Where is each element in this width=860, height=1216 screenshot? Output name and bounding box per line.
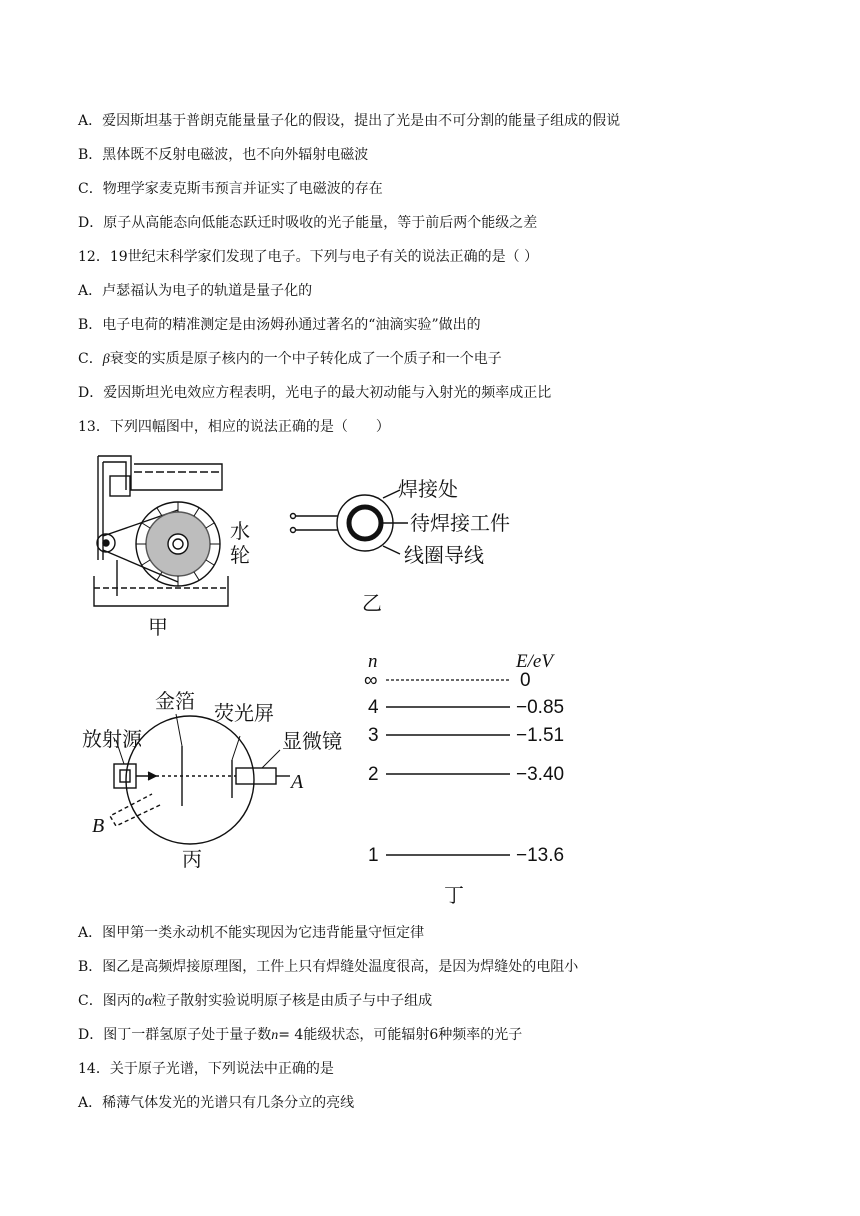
q13-option-c [78,992,432,1011]
level-e-2: −3.40 [516,764,565,785]
alpha-symbol: α [144,994,153,1009]
q13-option-d-mid: 能级状态，可能辐射 [303,1027,430,1043]
figure-yi-label-coil: 线圈导线 [404,543,484,567]
figure-yi [291,490,409,554]
level-e-4: −0.85 [516,697,565,718]
figure-bing-caption: 丙 [182,847,202,871]
q14-option-a: A．稀薄气体发光的光谱只有几条分立的亮线 [78,1095,355,1111]
level-n-2: 2 [368,764,379,785]
level-n-1: 1 [368,845,379,866]
level-e-inf: 0 [520,670,531,691]
level-n-header: n [368,651,378,672]
q12-stem: 12．19世纪末科学家们发现了电子。下列与电子有关的说法正确的是（ ） [78,249,539,265]
q12-option-c-prefix: C． [78,351,103,367]
photon-count: 6 [429,1027,439,1043]
q11-option-c: C．物理学家麦克斯韦预言并证实了电磁波的存在 [78,181,383,197]
q13-option-d-prefix: D．图丁一群氢原子处于量子数 [78,1027,272,1043]
level-n-3: 3 [368,725,379,746]
figure-ding-caption: 丁 [444,883,464,907]
q13-option-a: A．图甲第一类永动机不能实现因为它违背能量守恒定律 [78,925,425,941]
figure-bing-label-screen: 荧光屏 [214,701,274,725]
level-n-inf: ∞ [364,670,378,691]
q13-option-d-suffix: 种频率的光子 [438,1027,523,1043]
figure-jia [94,456,228,606]
figure-ding [364,651,564,907]
q13-option-d [78,1026,522,1045]
q13-option-c-prefix: C．图丙的 [78,993,145,1009]
figure-jia-caption: 甲 [148,615,168,639]
figure-yi-caption: 乙 [362,591,382,615]
q13-stem: 13．下列四幅图中，相应的说法正确的是（ ） [78,419,390,435]
level-e-header: E/eV [516,651,553,672]
q12-option-a: A．卢瑟福认为电子的轨道是量子化的 [78,283,313,299]
quantum-number-var: n [271,1028,279,1043]
q12-option-c [78,350,502,369]
quantum-number-eq: = 4 [278,1027,304,1043]
figure-bing-label-foil: 金箔 [155,689,195,713]
figure-jia-label-wheel: 轮 [230,543,250,567]
q12-option-d: D．爱因斯坦光电效应方程表明，光电子的最大初动能与入射光的频率成正比 [78,385,552,401]
q13-figures [0,450,860,910]
figure-bing-label-a: A [291,771,304,793]
figure-bing-label-microscope: 显微镜 [282,729,342,753]
q11-option-a: A．爱因斯坦基于普朗克能量量子化的假设，提出了光是由不可分割的能量子组成的假说 [78,113,621,129]
level-e-1: −13.6 [516,845,565,866]
level-n-4: 4 [368,697,379,718]
q12-option-b: B．电子电荷的精准测定是由汤姆孙通过著名的“油滴实验”做出的 [78,317,481,333]
q11-option-b: B．黑体既不反射电磁波，也不向外辐射电磁波 [78,147,369,163]
level-e-3: −1.51 [516,725,565,746]
q11-option-d: D．原子从高能态向低能态跃迁时吸收的光子能量，等于前后两个能级之差 [78,215,538,231]
q13-option-c-text: 粒子散射实验说明原子核是由质子与中子组成 [152,993,433,1009]
figure-jia-label-water: 水 [230,519,250,543]
q14-stem: 14．关于原子光谱，下列说法中正确的是 [78,1061,334,1077]
figure-yi-label-weld: 焊接处 [398,477,458,501]
figure-bing-label-b: B [92,815,105,837]
q13-option-b: B．图乙是高频焊接原理图，工件上只有焊缝处温度很高，是因为焊缝处的电阻小 [78,959,579,975]
beta-symbol: β [102,352,110,367]
figure-yi-label-workpiece: 待焊接工件 [410,511,510,535]
figure-bing-label-source: 放射源 [82,727,142,751]
q12-option-c-text: 衰变的实质是原子核内的一个中子转化成了一个质子和一个电子 [109,351,502,367]
